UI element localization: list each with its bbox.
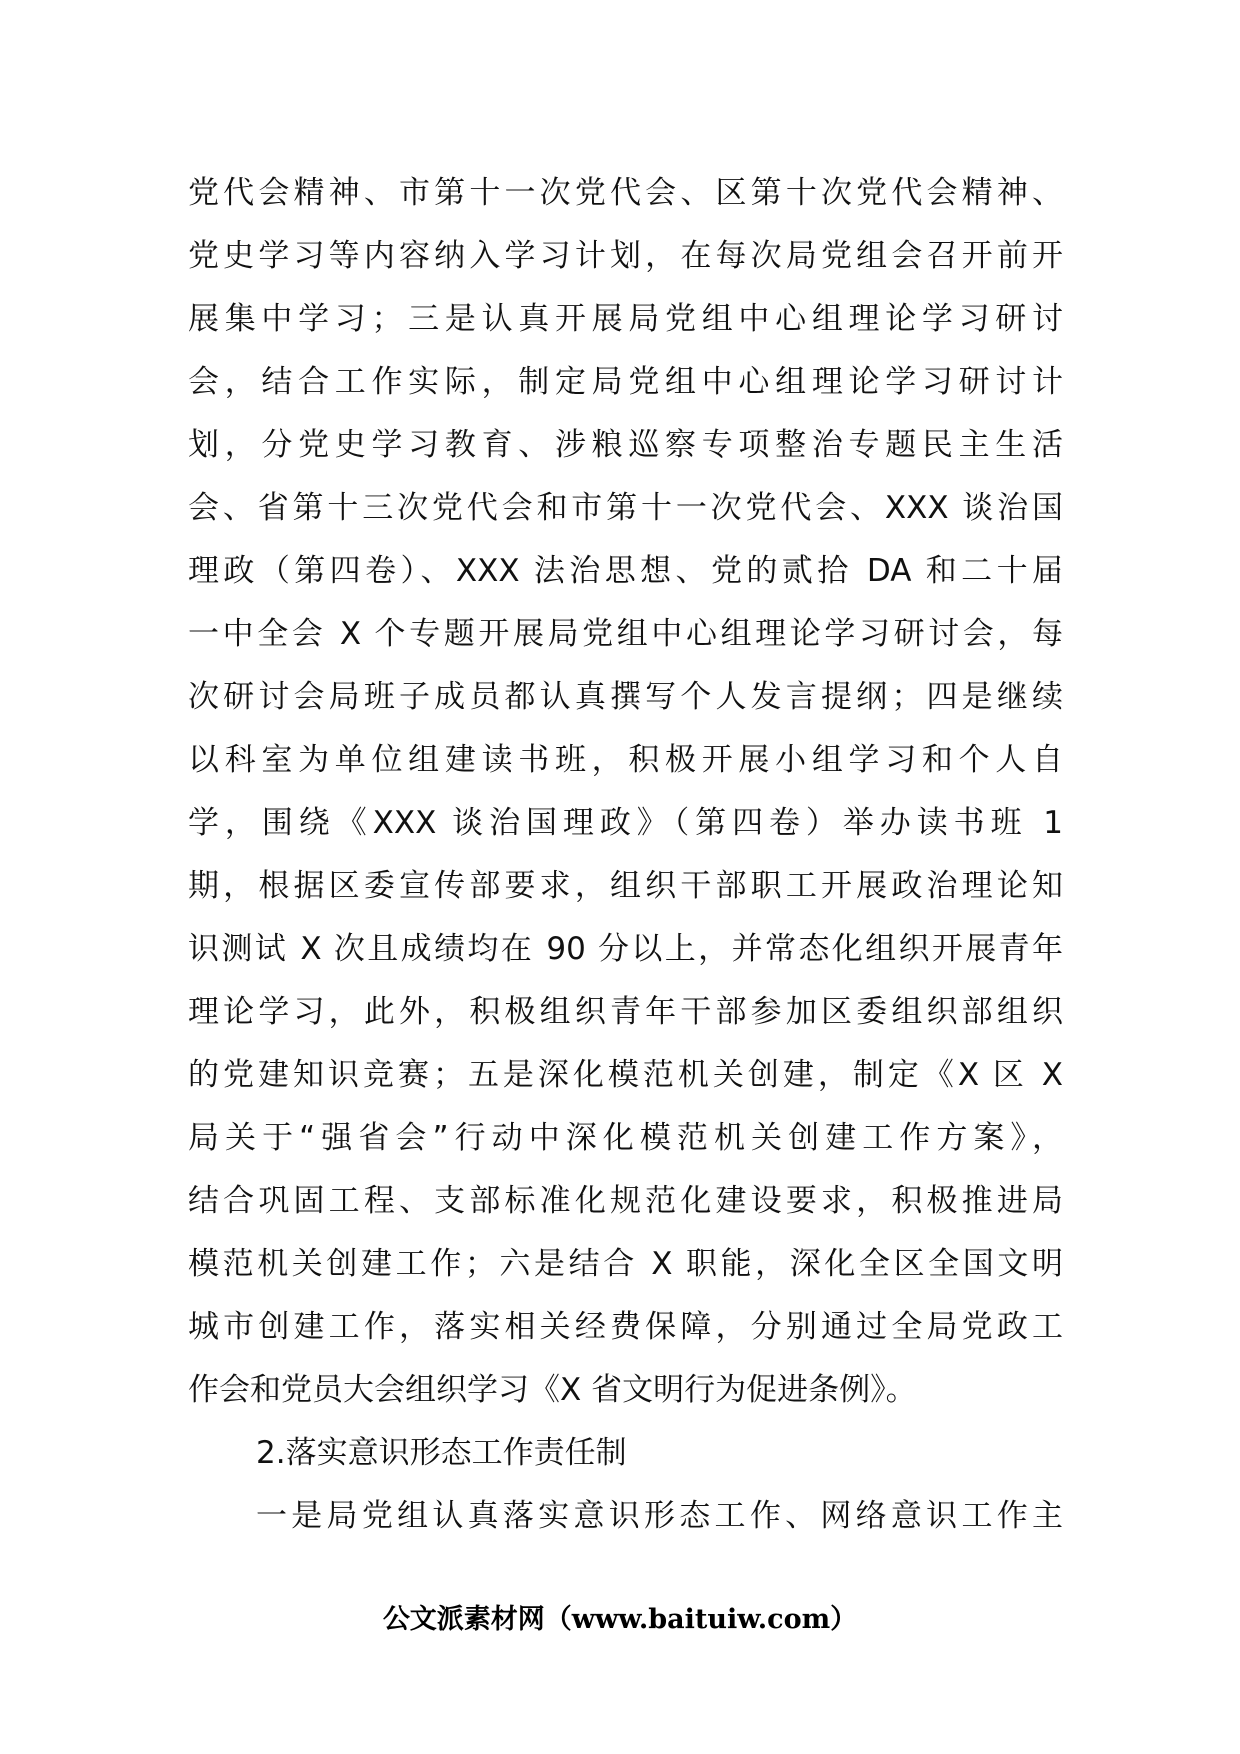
paragraph-line: 会、省第十三次党代会和市第十一次党代会、XXX 谈治国 xyxy=(188,490,1063,526)
paragraph-line: 城市创建工作，落实相关经费保障，分别通过全局党政工 xyxy=(188,1309,1063,1345)
paragraph-line: 展集中学习；三是认真开展局党组中心组理论学习研讨 xyxy=(188,301,1063,337)
paragraph-line: 作会和党员大会组织学习《X 省文明行为促进条例》。 xyxy=(188,1372,917,1408)
paragraph-line: 模范机关创建工作；六是结合 X 职能，深化全区全国文明 xyxy=(188,1246,1063,1282)
paragraph-line: 次研讨会局班子成员都认真撰写个人发言提纲；四是继续 xyxy=(188,679,1063,715)
paragraph-line: 一是局党组认真落实意识形态工作、网络意识工作主 xyxy=(256,1498,1063,1534)
paragraph-line: 学，围绕《XXX 谈治国理政》（第四卷）举办读书班 1 xyxy=(188,805,1063,841)
paragraph-line: 结合巩固工程、支部标准化规范化建设要求，积极推进局 xyxy=(188,1183,1063,1219)
paragraph-line: 理政（第四卷）、XXX 法治思想、党的贰拾 DA 和二十届 xyxy=(188,553,1063,589)
paragraph-line: 划，分党史学习教育、涉粮巡察专项整治专题民主生活 xyxy=(188,427,1063,463)
paragraph-line: 会，结合工作实际，制定局党组中心组理论学习研讨计 xyxy=(188,364,1063,400)
section-heading: 2.落实意识形态工作责任制 xyxy=(256,1435,627,1471)
paragraph-line: 党史学习等内容纳入学习计划，在每次局党组会召开前开 xyxy=(188,238,1063,274)
footer-watermark: 公文派素材网（www.baituiw.com） xyxy=(382,1604,858,1635)
paragraph-line: 一中全会 X 个专题开展局党组中心组理论学习研讨会，每 xyxy=(188,616,1063,652)
paragraph-line: 党代会精神、市第十一次党代会、区第十次党代会精神、 xyxy=(188,175,1063,211)
paragraph-line: 局关于“强省会”行动中深化模范机关创建工作方案》， xyxy=(188,1120,1063,1156)
paragraph-line: 期，根据区委宣传部要求，组织干部职工开展政治理论知 xyxy=(188,868,1063,904)
document-body xyxy=(188,162,1063,1548)
paragraph-line: 以科室为单位组建读书班，积极开展小组学习和个人自 xyxy=(188,742,1063,778)
paragraph-line: 的党建知识竞赛；五是深化模范机关创建，制定《X 区 X xyxy=(188,1057,1063,1093)
paragraph-line: 理论学习，此外，积极组织青年干部参加区委组织部组织 xyxy=(188,994,1063,1030)
paragraph-line: 识测试 X 次且成绩均在 90 分以上，并常态化组织开展青年 xyxy=(188,931,1063,967)
